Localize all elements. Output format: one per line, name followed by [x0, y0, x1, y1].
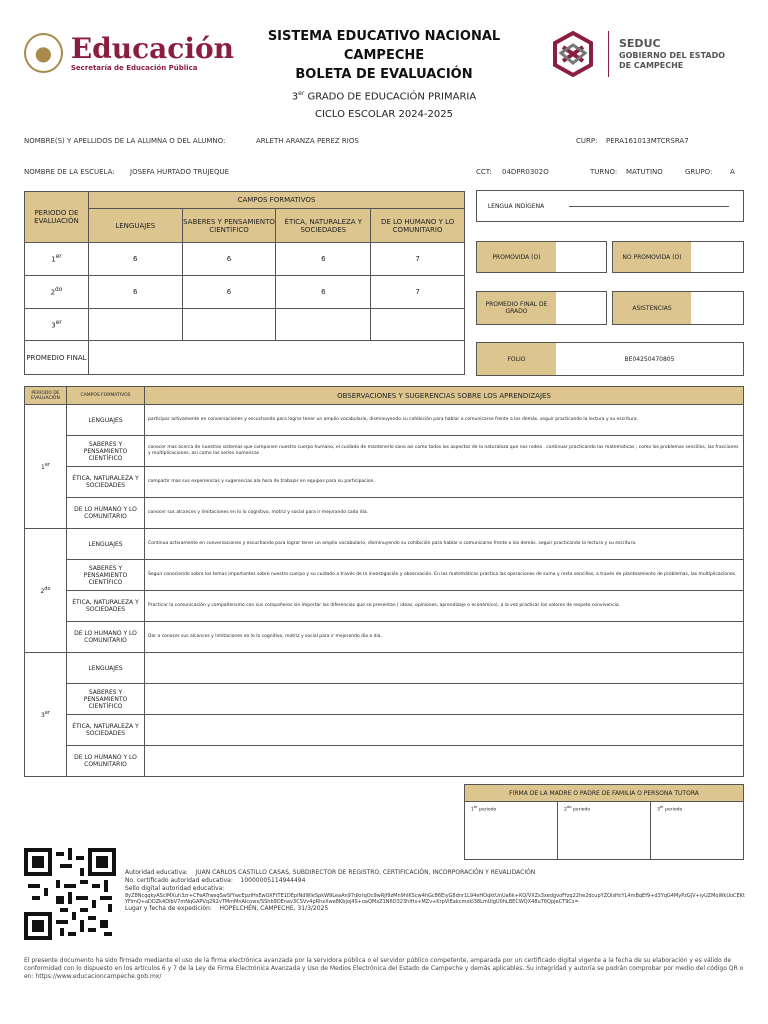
grade-cell	[276, 309, 371, 341]
obs-text: Dar a conocer sus alcances y limitaciones en lo lo cognitivo, motriz y social para ir mejorando dia a dia.	[145, 622, 744, 653]
grade-cell: 6	[88, 276, 182, 309]
grade-cell: 6	[182, 276, 276, 309]
obs-campo: DE LO HUMANO Y LO COMUNITARIO	[67, 746, 145, 777]
grades-table	[24, 191, 465, 375]
footer-info	[125, 869, 745, 913]
col-etica: ÉTICA, NATURALEZA Y SOCIEDADES	[276, 209, 371, 243]
obs-campo: ÉTICA, NATURALEZA Y SOCIEDADES	[67, 591, 145, 622]
grade-cell: 6	[276, 276, 371, 309]
table-row	[25, 341, 465, 375]
obs-campo: ÉTICA, NATURALEZA Y SOCIEDADES	[67, 467, 145, 498]
firma-title: FIRMA DE LA MADRE O PADRE DE FAMILIA O PERSONA TUTORA	[465, 785, 744, 802]
obs-campos-header: CAMPOS FORMATIVOS	[67, 387, 145, 405]
promedio-box	[476, 291, 607, 325]
obs-period-cell: $2^{do}$	[25, 529, 67, 653]
no-promovida-value	[691, 242, 743, 272]
legal-text: El presente documento ha sido firmado mediante el uso de la firma electrónica avanzada por la servidora pública o el servidor público competente, amparada por un certificado digital vigente a la fecha de su elaboración y es válido de conformidad con lo dispuesto en los artículos 6 y 7 de la Ley de Firma Electrónica Avanzada y Uso de Medios Electrónica del Estado de Campeche y demás aplicables. Su integridad y autoría se podrán comprobar por medio del código QR o en: https://www.educacioncampeche.gob.mx/	[24, 957, 744, 980]
autoridad-line: Autoridad educativa: JUAN CARLOS CASTILLO CASAS, SUBDIRECTOR DE REGISTRO, CERTIFICACIÓN, INCORPORACIÓN Y REVALIDACIÓN	[125, 869, 536, 876]
table-row	[25, 746, 744, 777]
qr-code-icon[interactable]	[24, 848, 116, 940]
student-name: ARLETH ARANZA PEREZ RIOS	[256, 137, 359, 145]
grupo-value: A	[730, 168, 735, 176]
promovida-box	[476, 241, 607, 273]
firma-period-cell[interactable]: 1er periodo	[465, 802, 558, 860]
asistencias-box	[612, 291, 744, 325]
table-row	[25, 276, 465, 309]
obs-period-cell: 1er	[25, 405, 67, 529]
edu-logo-title: Educación	[70, 32, 234, 65]
grade-cell: 6	[88, 243, 182, 276]
obs-campo: LENGUAJES	[67, 653, 145, 684]
grade-cell	[182, 309, 276, 341]
lengua-label: LENGUA INDÍGENA	[477, 191, 555, 221]
table-row	[25, 715, 744, 746]
obs-text	[145, 653, 744, 684]
period-cell: $2^{do}$	[25, 276, 89, 309]
table-row	[25, 498, 744, 529]
seduc-title: SEDUC	[619, 37, 661, 50]
cert-line: No. certificado autoridad educativa: 10000005114944494	[125, 877, 306, 884]
grade-cell: 6	[182, 243, 276, 276]
obs-title: OBSERVACIONES Y SUGERENCIAS SOBRE LOS APRENDIZAJES	[145, 387, 744, 405]
sello-label: Sello digital autoridad educativa:	[125, 885, 225, 892]
final-value	[88, 341, 464, 375]
final-label: PROMEDIO FINAL	[25, 341, 89, 375]
no-promovida-box	[612, 241, 744, 273]
promovida-value	[556, 242, 606, 272]
sello-value: 8yZ8NcqqkyASclMXuh3zr+CFeATrwsqSwSfYwcEpzlHsEwOXFtTE1DEpINdWleSpkW9LeaAn97dkrIqOc9wRjf9zMn9hlKScw4hGc86EiyG8dnr1L94eHOqktUnUa6k+KQ/VXZs3xedgvoFfzq22he2dcupYZQisHcYL4mBqEf9+d3YqG4MyPzGjV+iyUZMoWkUoCEKtYFimQ+aDDZk4DIbV7mNqGAPVq2R2vTMmMnAIcowx/SShb9DEnav3CSVv4pRhxXwe8Kbjoj4S+oaQMxZ1N6O323hIHs+MZv+KrpVIEakcmxkI38LmUlgU0hLBECWQX48u76QpJeCT9Cs=	[125, 893, 745, 905]
header-line2: CAMPECHE	[343, 48, 425, 63]
turno-value: MATUTINO	[626, 168, 663, 176]
header-line3: BOLETA DE EVALUACIÓN	[295, 67, 473, 82]
obs-campo: LENGUAJES	[67, 405, 145, 436]
obs-campo: DE LO HUMANO Y LO COMUNITARIO	[67, 622, 145, 653]
edu-logo-sub: Secretaría de Educación Pública	[70, 64, 198, 72]
obs-text: participar activamente en conversaciones y escuchando para lograr tener un amplio vocabulario, disminuyendo su cohibición para hablar o comunicarse frente a los demás. seguir practicando la lectura y su escritura.	[145, 405, 744, 436]
obs-text	[145, 746, 744, 777]
table-row	[25, 529, 744, 560]
grade-line: 3er GRADO DE EDUCACIÓN PRIMARIA	[291, 90, 477, 103]
table-row	[25, 653, 744, 684]
seduc-line2: DE CAMPECHE	[619, 61, 684, 70]
eagle-seal-icon: ●	[24, 33, 63, 73]
col-saberes: SABERES Y PENSAMIENTO CIENTÍFICO	[182, 209, 276, 243]
cct-value: 04DPR0302O	[502, 168, 549, 176]
document-header	[240, 27, 528, 123]
obs-campo: LENGUAJES	[67, 529, 145, 560]
school-value: JOSEFA HURTADO TRUJEQUE	[130, 168, 230, 176]
no-promovida-label: NO PROMOVIDA (O)	[613, 242, 691, 272]
curp-value: PERA161013MTCRSRA7	[606, 137, 689, 145]
firma-period-cell[interactable]: 3er periodo	[651, 802, 744, 860]
educacion-logo	[24, 28, 234, 78]
seduc-line1: GOBIERNO DEL ESTADO	[619, 51, 726, 60]
grade-cell	[371, 309, 465, 341]
asistencias-value	[691, 292, 743, 324]
obs-period-cell: 3er	[25, 653, 67, 777]
table-row	[25, 622, 744, 653]
obs-text: Continua activamente en conversaciones y escuchando para lograr tener un amplio vocabulario, disminuyendo su cohibición para hablar o comunicarse frente a los demás. seguir practicando la lectura y su escritura.	[145, 529, 744, 560]
seduc-logo	[548, 26, 748, 82]
folio-value: BE04250470805	[624, 355, 675, 363]
lugar-line: Lugar y fecha de expedición: HOPELCHÉN, CAMPECHE, 31/3/2025	[125, 905, 329, 912]
periodo-header: PERIODO DE EVALUACIÓN	[25, 192, 89, 243]
firma-period-cell[interactable]: $2^{do}$ periodo	[558, 802, 651, 860]
period-cell: 3er	[25, 309, 89, 341]
grupo-label: GRUPO:	[685, 168, 713, 176]
school-label: NOMBRE DE LA ESCUELA:	[24, 168, 115, 176]
obs-campo: SABERES Y PENSAMIENTO CIENTÍFICO	[67, 560, 145, 591]
cct-label: CCT:	[476, 168, 492, 176]
obs-campo: SABERES Y PENSAMIENTO CIENTÍFICO	[67, 436, 145, 467]
obs-text: Practicar la comunicación y compañerismo con sus compañeros sin importar las diferencias que se presentan ( ideas, opiniones, aprendizaje o económico), a la vez practicar los valores de respeto convivencia.	[145, 591, 744, 622]
grade-cell: 6	[276, 243, 371, 276]
seduc-knot-icon	[548, 29, 598, 79]
promedio-value	[556, 292, 606, 324]
col-humano: DE LO HUMANO Y LO COMUNITARIO	[371, 209, 465, 243]
grade-cell: 7	[371, 243, 465, 276]
obs-text: conocer mas acerca de nuestros sistemas que componen nuestro cuerpo humano, el cuidado de mantenerlo sano asi como todos los aspectos de la naturaleza que nos rodea . continuar practicando las matematicas ; como los problemas sencillos, las fracciones y multiplicaciones, asi como las series numericas .	[145, 436, 744, 467]
turno-label: TURNO:	[590, 168, 618, 176]
folio-label: FOLIO	[477, 343, 556, 375]
lengua-box	[476, 190, 744, 222]
obs-text: Seguir conociendo sobre los temas importantes sobre nuestro cuerpo y su cuidado a través de la investigación y observación. En las matemáticas practica las operaciones de suma y resta sencillas, a través de planteamiento de problemas, las multiplicaciones.	[145, 560, 744, 591]
student-name-label: NOMBRE(S) Y APELLIDOS DE LA ALUMNA O DEL ALUMNO:	[24, 137, 226, 145]
table-row	[25, 436, 744, 467]
obs-campo: SABERES Y PENSAMIENTO CIENTÍFICO	[67, 684, 145, 715]
promedio-label: PROMEDIO FINAL DE GRADO	[477, 292, 556, 324]
table-row	[25, 309, 465, 341]
table-row	[25, 467, 744, 498]
curp-label: CURP:	[576, 137, 598, 145]
obs-periodo-header: PERIODO DE EVALUACIÓN	[25, 387, 67, 405]
header-line1: SISTEMA EDUCATIVO NACIONAL	[267, 29, 501, 44]
obs-text	[145, 684, 744, 715]
obs-text: conocer sus alcances y limitaciones en lo lo cognitivo, motriz y social para ir mejorando cada dia.	[145, 498, 744, 529]
table-row	[25, 405, 744, 436]
obs-campo: DE LO HUMANO Y LO COMUNITARIO	[67, 498, 145, 529]
grade-cell: 7	[371, 276, 465, 309]
col-lenguajes: LENGUAJES	[88, 209, 182, 243]
grade-cell	[88, 309, 182, 341]
table-row	[25, 591, 744, 622]
table-row	[25, 560, 744, 591]
logo-divider	[608, 31, 609, 77]
firma-table	[464, 784, 744, 860]
asistencias-label: ASISTENCIAS	[613, 292, 691, 324]
table-row	[25, 243, 465, 276]
obs-text: compartir mas sus experiencias y sugerencias ala hora de trabajar en equipos para su participacion.	[145, 467, 744, 498]
table-row	[25, 684, 744, 715]
folio-box	[476, 342, 744, 376]
period-cell: 1er	[25, 243, 89, 276]
cycle-line: CICLO ESCOLAR 2024-2025	[315, 109, 453, 121]
obs-text	[145, 715, 744, 746]
observations-table	[24, 386, 744, 777]
promovida-label: PROMOVIDA (O)	[477, 242, 556, 272]
obs-campo: ÉTICA, NATURALEZA Y SOCIEDADES	[67, 715, 145, 746]
lengua-value	[555, 191, 743, 221]
campos-header: CAMPOS FORMATIVOS	[88, 192, 464, 209]
